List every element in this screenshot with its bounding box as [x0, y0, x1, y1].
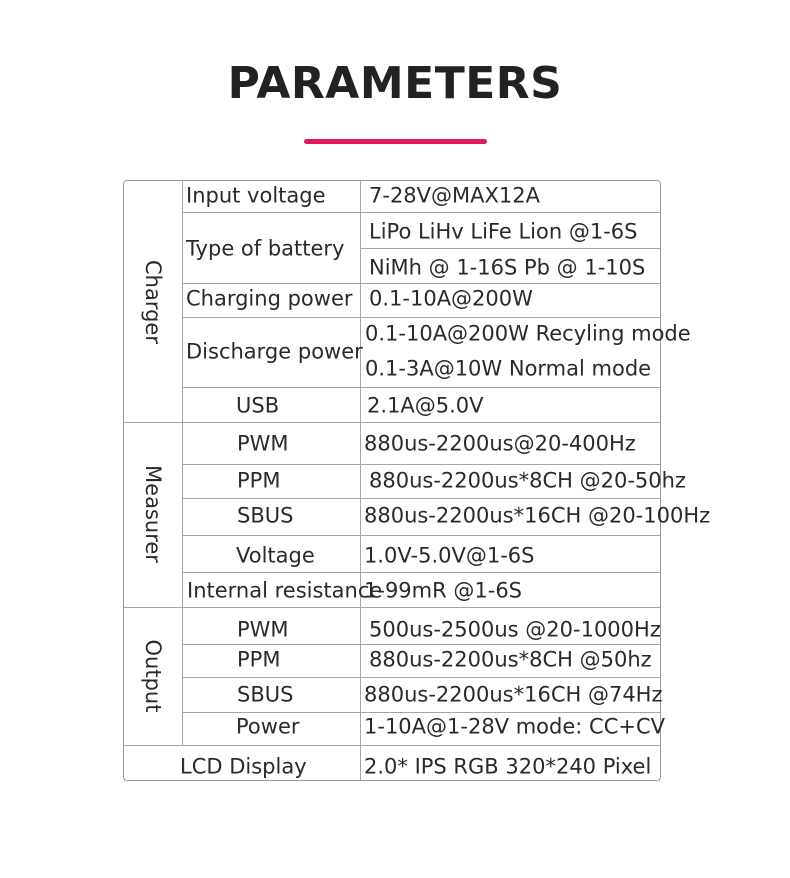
param-value: 1-99mR @1-6S — [364, 578, 523, 603]
category-charger: Charger — [141, 260, 165, 344]
param-value: 880us-2200us*8CH @20-50hz — [369, 468, 686, 493]
param-name: USB — [236, 393, 280, 418]
param-name: PWM — [237, 617, 289, 642]
param-value: 0.1-10A@200W — [369, 286, 533, 311]
category-output: Output — [141, 639, 165, 713]
param-value: 2.1A@5.0V — [367, 393, 484, 418]
param-value: 880us-2200us*8CH @50hz — [369, 647, 652, 672]
param-value: 2.0* IPS RGB 320*240 Pixel — [364, 754, 652, 779]
param-name: PPM — [237, 468, 281, 493]
param-name: SBUS — [237, 503, 294, 528]
page-title: PARAMETERS — [227, 58, 563, 109]
param-value: 880us-2200us@20-400Hz — [364, 431, 636, 456]
param-name: PWM — [237, 431, 289, 456]
param-value: NiMh @ 1-16S Pb @ 1-10S — [369, 255, 646, 280]
param-value: 880us-2200us*16CH @74Hz — [364, 682, 663, 707]
param-name: PPM — [237, 647, 281, 672]
param-name: Discharge power — [186, 339, 363, 364]
param-name: Power — [236, 714, 300, 739]
param-value: LiPo LiHv LiFe Lion @1-6S — [369, 219, 638, 244]
param-value: 880us-2200us*16CH @20-100Hz — [364, 503, 711, 528]
param-name: Internal resistance — [187, 578, 383, 603]
param-value: 7-28V@MAX12A — [369, 183, 540, 208]
category-measurer: Measurer — [141, 465, 165, 563]
param-name: SBUS — [237, 682, 294, 707]
param-name: Charging power — [186, 286, 353, 311]
param-value: 0.1-3A@10W Normal mode — [365, 356, 652, 381]
param-name: LCD Display — [180, 754, 307, 779]
param-name: Type of battery — [186, 236, 345, 261]
param-value: 1.0V-5.0V@1-6S — [364, 543, 535, 568]
param-name: Input voltage — [186, 183, 326, 208]
param-value: 1-10A@1-28V mode: CC+CV — [364, 714, 665, 739]
title-underline — [304, 139, 487, 144]
param-name: Voltage — [236, 543, 315, 568]
param-value: 0.1-10A@200W Recyling mode — [365, 321, 691, 346]
param-value: 500us-2500us @20-1000Hz — [369, 617, 661, 642]
